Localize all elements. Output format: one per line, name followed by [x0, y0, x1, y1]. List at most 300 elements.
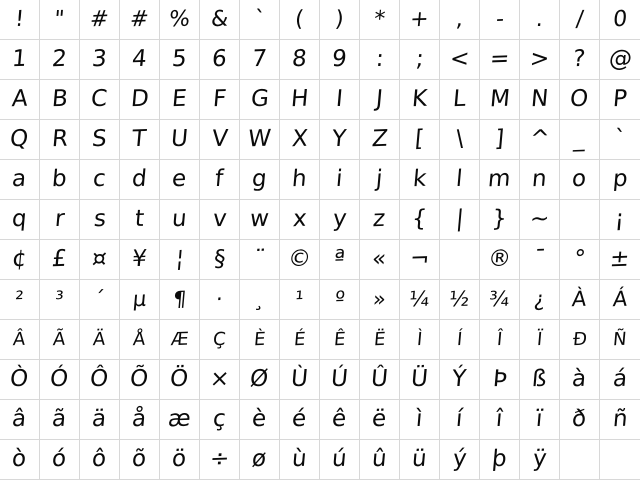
glyph-cell[interactable] [120, 440, 160, 480]
glyph-character: 9 [331, 45, 349, 73]
glyph-cell[interactable] [400, 200, 440, 240]
glyph-character: ý [451, 445, 468, 473]
glyph-character: Î [495, 328, 504, 350]
glyph-character: y [331, 205, 348, 233]
glyph-character: x [291, 205, 308, 233]
glyph-cell[interactable] [560, 80, 600, 120]
glyph-cell[interactable] [480, 400, 520, 440]
glyph-cell[interactable] [360, 80, 400, 120]
glyph-cell[interactable] [40, 320, 80, 360]
glyph-cell[interactable] [80, 360, 120, 400]
glyph-cell[interactable] [40, 240, 80, 280]
glyph-character: ô [91, 445, 108, 473]
glyph-character: Ñ [612, 328, 628, 350]
glyph-cell[interactable] [240, 40, 280, 80]
glyph-cell[interactable] [400, 240, 440, 280]
glyph-cell[interactable] [40, 440, 80, 480]
glyph-cell[interactable] [480, 240, 520, 280]
glyph-character: ; [414, 45, 425, 73]
glyph-cell[interactable] [200, 280, 240, 320]
glyph-cell[interactable] [400, 80, 440, 120]
glyph-cell[interactable] [40, 40, 80, 80]
glyph-character: ò [11, 445, 28, 473]
glyph-cell[interactable] [600, 0, 640, 40]
glyph-cell[interactable] [0, 160, 40, 200]
glyph-cell[interactable] [560, 160, 600, 200]
glyph-character: ¥ [131, 245, 149, 273]
glyph-character: ¼ [408, 286, 431, 312]
glyph-character: æ [167, 405, 193, 433]
glyph-cell[interactable] [40, 200, 80, 240]
glyph-cell[interactable] [240, 320, 280, 360]
glyph-character: ï [535, 405, 544, 433]
glyph-cell[interactable] [200, 360, 240, 400]
glyph-cell[interactable] [520, 120, 560, 160]
glyph-cell[interactable] [280, 0, 320, 40]
glyph-character: ì [415, 405, 424, 433]
glyph-cell[interactable] [240, 400, 280, 440]
glyph-character: t [133, 205, 146, 233]
glyph-character: l [455, 165, 464, 193]
glyph-cell[interactable] [440, 120, 480, 160]
glyph-cell[interactable] [160, 400, 200, 440]
glyph-cell[interactable] [480, 0, 520, 40]
glyph-character: f [214, 165, 225, 193]
glyph-character: ¦ [174, 245, 185, 273]
glyph-cell[interactable] [440, 80, 480, 120]
glyph-character: ¬ [408, 245, 431, 273]
glyph-cell[interactable] [0, 200, 40, 240]
glyph-cell[interactable] [400, 40, 440, 80]
glyph-cell[interactable] [480, 80, 520, 120]
glyph-cell[interactable] [120, 120, 160, 160]
glyph-character: < [448, 45, 471, 73]
glyph-cell[interactable] [240, 120, 280, 160]
glyph-cell[interactable] [200, 160, 240, 200]
glyph-cell[interactable] [440, 440, 480, 480]
glyph-cell[interactable] [320, 320, 360, 360]
glyph-cell[interactable] [520, 320, 560, 360]
glyph-cell[interactable] [520, 0, 560, 40]
glyph-character: @ [607, 45, 633, 73]
glyph-cell[interactable] [440, 240, 480, 280]
glyph-cell[interactable] [560, 40, 600, 80]
glyph-character: · [215, 286, 224, 312]
glyph-character: d [131, 165, 149, 193]
glyph-character: Ê [332, 328, 347, 350]
glyph-cell[interactable] [400, 0, 440, 40]
glyph-character: Ù [289, 365, 310, 393]
glyph-character: & [209, 6, 230, 32]
glyph-character: Ò [9, 365, 30, 393]
glyph-cell[interactable] [320, 360, 360, 400]
glyph-character: X [290, 125, 309, 153]
glyph-character: ñ [611, 405, 629, 433]
glyph-character: : [374, 45, 385, 73]
glyph-cell[interactable] [0, 320, 40, 360]
glyph-character: ^ [528, 125, 551, 153]
glyph-cell[interactable] [560, 240, 600, 280]
glyph-character: - [494, 6, 505, 32]
glyph-character: i [335, 165, 344, 193]
glyph-cell[interactable] [280, 360, 320, 400]
glyph-cell[interactable] [0, 360, 40, 400]
glyph-cell[interactable] [40, 400, 80, 440]
glyph-cell[interactable] [560, 320, 600, 360]
glyph-character: 2 [51, 45, 69, 73]
glyph-cell[interactable] [480, 120, 520, 160]
glyph-cell[interactable] [280, 400, 320, 440]
glyph-character: q [11, 205, 29, 233]
glyph-character: ¤ [91, 245, 109, 273]
glyph-cell[interactable] [520, 240, 560, 280]
glyph-cell[interactable] [160, 320, 200, 360]
glyph-cell[interactable] [480, 160, 520, 200]
glyph-cell[interactable] [600, 120, 640, 160]
glyph-cell[interactable] [600, 40, 640, 80]
glyph-cell[interactable] [200, 0, 240, 40]
glyph-cell[interactable] [400, 120, 440, 160]
glyph-cell[interactable] [520, 40, 560, 80]
glyph-cell[interactable] [80, 320, 120, 360]
glyph-cell[interactable] [320, 440, 360, 480]
glyph-cell[interactable] [200, 40, 240, 80]
glyph-cell[interactable] [280, 160, 320, 200]
glyph-character: M [488, 85, 511, 113]
glyph-cell[interactable] [480, 280, 520, 320]
glyph-character: Ð [571, 328, 588, 350]
glyph-cell[interactable] [0, 400, 40, 440]
glyph-character: * [372, 6, 387, 32]
glyph-cell[interactable] [600, 200, 640, 240]
glyph-character: ö [171, 445, 188, 473]
glyph-character: ÷ [208, 445, 231, 473]
glyph-character: G [249, 85, 270, 113]
glyph-cell[interactable] [400, 440, 440, 480]
glyph-cell[interactable] [280, 240, 320, 280]
glyph-character: Ú [329, 365, 350, 393]
glyph-character: ð [571, 405, 588, 433]
glyph-cell[interactable] [240, 280, 280, 320]
glyph-cell[interactable] [560, 200, 600, 240]
glyph-character: U [169, 125, 190, 153]
glyph-cell[interactable] [320, 400, 360, 440]
glyph-character: ã [51, 405, 68, 433]
glyph-cell[interactable] [400, 160, 440, 200]
glyph-cell[interactable] [440, 0, 480, 40]
glyph-character: I [334, 85, 345, 113]
glyph-cell[interactable] [560, 400, 600, 440]
glyph-cell[interactable] [440, 400, 480, 440]
glyph-character: Â [12, 328, 27, 350]
glyph-cell[interactable] [0, 240, 40, 280]
glyph-character: [ [413, 125, 426, 153]
glyph-cell[interactable] [40, 120, 80, 160]
glyph-cell[interactable] [80, 240, 120, 280]
glyph-cell[interactable] [80, 200, 120, 240]
glyph-cell[interactable] [200, 320, 240, 360]
glyph-character: þ [491, 445, 509, 473]
glyph-cell[interactable] [40, 80, 80, 120]
glyph-character: ¡ [614, 205, 626, 233]
glyph-character: ú [331, 445, 348, 473]
glyph-character: D [129, 85, 150, 113]
glyph-cell[interactable] [280, 40, 320, 80]
glyph-cell[interactable] [80, 40, 120, 80]
glyph-character: £ [51, 245, 69, 273]
glyph-character: v [211, 205, 228, 233]
glyph-cell[interactable] [0, 40, 40, 80]
glyph-cell[interactable] [520, 440, 560, 480]
glyph-character: ¶ [171, 286, 188, 312]
glyph-character: / [574, 6, 585, 32]
glyph-character: Û [369, 365, 390, 393]
glyph-cell[interactable] [360, 440, 400, 480]
glyph-cell[interactable] [120, 200, 160, 240]
glyph-character: A [10, 85, 29, 113]
glyph-character: s [92, 205, 107, 233]
glyph-cell[interactable] [360, 40, 400, 80]
glyph-cell[interactable] [40, 0, 80, 40]
glyph-character: ¨ [252, 245, 267, 273]
glyph-cell[interactable] [560, 280, 600, 320]
glyph-character: Ø [249, 365, 270, 393]
glyph-cell[interactable] [120, 360, 160, 400]
glyph-character: Õ [129, 365, 150, 393]
glyph-character: ° [572, 245, 587, 273]
glyph-character: Á [611, 286, 629, 312]
glyph-character: \ [454, 125, 465, 153]
glyph-cell[interactable] [400, 400, 440, 440]
glyph-character [458, 246, 461, 272]
glyph-cell[interactable] [600, 440, 640, 480]
glyph-character: é [291, 405, 308, 433]
glyph-cell[interactable] [360, 320, 400, 360]
glyph-cell[interactable] [360, 160, 400, 200]
glyph-character: ç [212, 405, 228, 433]
glyph-character: Ü [409, 365, 430, 393]
glyph-cell[interactable] [160, 240, 200, 280]
glyph-character: c [92, 165, 108, 193]
glyph-cell[interactable] [480, 320, 520, 360]
glyph-cell[interactable] [440, 320, 480, 360]
glyph-character: u [171, 205, 188, 233]
glyph-character: » [372, 286, 388, 312]
glyph-character: ® [486, 245, 513, 273]
glyph-cell[interactable] [0, 440, 40, 480]
glyph-cell[interactable] [360, 360, 400, 400]
glyph-cell[interactable] [240, 80, 280, 120]
glyph-cell[interactable] [0, 80, 40, 120]
glyph-character: î [495, 405, 504, 433]
glyph-cell[interactable] [120, 320, 160, 360]
glyph-character: ` [613, 125, 627, 153]
glyph-cell[interactable] [80, 280, 120, 320]
glyph-cell[interactable] [400, 360, 440, 400]
glyph-cell[interactable] [240, 240, 280, 280]
glyph-cell[interactable] [80, 80, 120, 120]
glyph-cell[interactable] [240, 160, 280, 200]
glyph-cell[interactable] [200, 400, 240, 440]
glyph-character: ` [252, 6, 267, 32]
glyph-cell[interactable] [320, 240, 360, 280]
glyph-character: b [51, 165, 69, 193]
glyph-cell[interactable] [600, 400, 640, 440]
glyph-cell[interactable] [520, 400, 560, 440]
glyph-cell[interactable] [120, 240, 160, 280]
glyph-cell[interactable] [320, 80, 360, 120]
glyph-cell[interactable] [600, 320, 640, 360]
glyph-cell[interactable] [240, 360, 280, 400]
glyph-cell[interactable] [360, 200, 400, 240]
glyph-character: Ï [535, 328, 544, 350]
glyph-cell[interactable] [160, 160, 200, 200]
glyph-cell[interactable] [160, 360, 200, 400]
glyph-cell[interactable] [520, 80, 560, 120]
glyph-cell[interactable] [480, 200, 520, 240]
glyph-cell[interactable] [160, 80, 200, 120]
glyph-cell[interactable] [0, 0, 40, 40]
glyph-cell[interactable] [320, 280, 360, 320]
glyph-cell[interactable] [560, 360, 600, 400]
glyph-cell[interactable] [80, 400, 120, 440]
glyph-cell[interactable] [120, 160, 160, 200]
glyph-character: µ [131, 286, 148, 312]
glyph-cell[interactable] [40, 360, 80, 400]
glyph-cell[interactable] [600, 280, 640, 320]
glyph-character: r [53, 205, 66, 233]
glyph-cell[interactable] [560, 440, 600, 480]
glyph-cell[interactable] [560, 0, 600, 40]
glyph-character: } [491, 205, 509, 233]
glyph-character: T [131, 125, 148, 153]
glyph-character: ¸ [253, 286, 266, 312]
glyph-character: ê [331, 405, 348, 433]
glyph-cell[interactable] [440, 160, 480, 200]
glyph-character: . [534, 6, 545, 32]
glyph-cell[interactable] [480, 440, 520, 480]
glyph-cell[interactable] [0, 280, 40, 320]
glyph-cell[interactable] [320, 120, 360, 160]
glyph-character: º [333, 286, 346, 312]
glyph-cell[interactable] [360, 0, 400, 40]
glyph-cell[interactable] [160, 280, 200, 320]
glyph-cell[interactable] [200, 120, 240, 160]
glyph-cell[interactable] [440, 280, 480, 320]
glyph-character: ? [572, 45, 587, 73]
glyph-character: Í [455, 328, 464, 350]
glyph-cell[interactable] [120, 400, 160, 440]
glyph-cell[interactable] [120, 280, 160, 320]
glyph-cell[interactable] [600, 360, 640, 400]
glyph-cell[interactable] [120, 80, 160, 120]
glyph-character: E [171, 85, 188, 113]
glyph-character: k [411, 165, 428, 193]
glyph-cell[interactable] [440, 360, 480, 400]
glyph-character: ü [411, 445, 428, 473]
glyph-cell[interactable] [80, 440, 120, 480]
glyph-cell[interactable] [80, 160, 120, 200]
glyph-cell[interactable] [240, 0, 280, 40]
glyph-cell[interactable] [160, 200, 200, 240]
glyph-cell[interactable] [360, 280, 400, 320]
glyph-cell[interactable] [360, 240, 400, 280]
glyph-character: e [171, 165, 188, 193]
glyph-cell[interactable] [400, 320, 440, 360]
glyph-cell[interactable] [160, 120, 200, 160]
glyph-cell[interactable] [440, 200, 480, 240]
glyph-cell[interactable] [0, 120, 40, 160]
glyph-character: , [454, 6, 465, 32]
glyph-cell[interactable] [200, 80, 240, 120]
glyph-cell[interactable] [600, 160, 640, 200]
glyph-cell[interactable] [400, 280, 440, 320]
glyph-cell[interactable] [80, 0, 120, 40]
glyph-cell[interactable] [80, 120, 120, 160]
glyph-cell[interactable] [40, 280, 80, 320]
glyph-cell[interactable] [200, 440, 240, 480]
glyph-cell[interactable] [600, 80, 640, 120]
glyph-character: Y [331, 125, 348, 153]
glyph-character: 3 [91, 45, 109, 73]
glyph-character: H [289, 85, 310, 113]
glyph-character: % [167, 6, 192, 32]
glyph-cell[interactable] [280, 200, 320, 240]
glyph-cell[interactable] [320, 40, 360, 80]
glyph-character: 4 [131, 45, 149, 73]
glyph-character: K [410, 85, 429, 113]
glyph-cell[interactable] [240, 440, 280, 480]
glyph-cell[interactable] [280, 320, 320, 360]
glyph-cell[interactable] [280, 120, 320, 160]
glyph-cell[interactable] [360, 120, 400, 160]
glyph-cell[interactable] [280, 280, 320, 320]
glyph-character: § [212, 245, 227, 273]
glyph-character: = [488, 45, 511, 73]
glyph-cell[interactable] [360, 400, 400, 440]
glyph-cell[interactable] [280, 440, 320, 480]
glyph-character: _ [572, 125, 587, 153]
glyph-cell[interactable] [200, 240, 240, 280]
glyph-cell[interactable] [160, 0, 200, 40]
glyph-character: Ç [212, 328, 227, 350]
glyph-cell[interactable] [560, 120, 600, 160]
glyph-cell[interactable] [520, 360, 560, 400]
glyph-character: 6 [211, 45, 229, 73]
glyph-cell[interactable] [600, 240, 640, 280]
glyph-character: w [248, 205, 271, 233]
glyph-cell[interactable] [320, 160, 360, 200]
glyph-cell[interactable] [40, 160, 80, 200]
glyph-cell[interactable] [120, 40, 160, 80]
glyph-cell[interactable] [480, 40, 520, 80]
glyph-cell[interactable] [240, 200, 280, 240]
glyph-cell[interactable] [200, 200, 240, 240]
glyph-character: í [455, 405, 464, 433]
glyph-cell[interactable] [320, 200, 360, 240]
glyph-cell[interactable] [440, 40, 480, 80]
glyph-cell[interactable] [280, 80, 320, 120]
glyph-character: « [371, 245, 388, 273]
glyph-cell[interactable] [320, 0, 360, 40]
glyph-cell[interactable] [520, 280, 560, 320]
glyph-cell[interactable] [120, 0, 160, 40]
glyph-cell[interactable] [160, 440, 200, 480]
glyph-cell[interactable] [520, 160, 560, 200]
glyph-cell[interactable] [520, 200, 560, 240]
glyph-cell[interactable] [480, 360, 520, 400]
glyph-cell[interactable] [160, 40, 200, 80]
